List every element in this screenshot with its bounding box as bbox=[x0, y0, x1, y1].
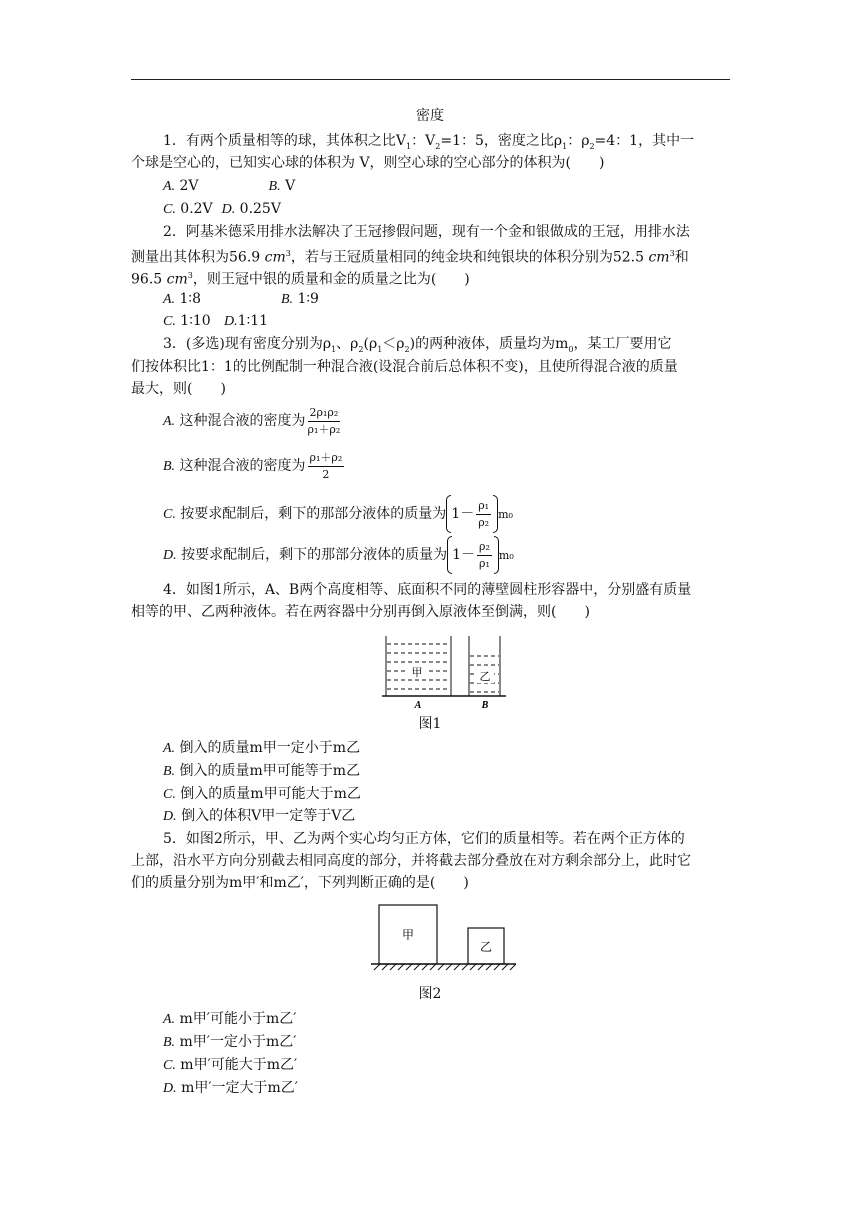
q3-line3: 最大，则( ) bbox=[131, 381, 226, 397]
figure-2-caption: 图2 bbox=[418, 986, 442, 1002]
page-title: 密度 bbox=[416, 108, 444, 124]
q2-line3: 96.5 $cm^3$，则王冠中银的质量和金的质量之比为( ) bbox=[131, 271, 470, 288]
q2-line2: 测量出其体积为56.9 $cm^3$，若与王冠质量相同的纯金块和纯银块的体积分别为52.5 $cm^3$和 bbox=[131, 249, 689, 266]
q4-line2: 相等的甲、乙两种液体。若在两容器中分别再倒入原液体至倒满，则( ) bbox=[131, 604, 590, 620]
q1-line1: 1．有两个质量相等的球，其体积之比$V_1$：$V_2=1$：5，密度之比$\rho_1$：$\rho_2=4$：1，其中一 bbox=[163, 133, 695, 151]
q4-line1: 4．如图1所示，A、B两个高度相等、底面积不同的薄壁圆柱形容器中，分别盛有质量 bbox=[163, 582, 692, 598]
q2-options-cd: C. 1∶10 D.1∶11 bbox=[163, 313, 269, 329]
q5-option-d: D. m甲′一定大于m乙′ bbox=[163, 1080, 298, 1096]
q5-line3: 们的质量分别为m甲′和m乙′，下列判断正确的是( ) bbox=[131, 875, 469, 891]
q4-option-d: D. 倒入的体积V甲一定等于V乙 bbox=[163, 808, 356, 824]
q5-line1: 5．如图2所示，甲、乙为两个实心均匀正方体，它们的质量相等。若在两个正方体的 bbox=[163, 831, 685, 847]
fraction: $\frac{\text{2ρ₁ρ₂}}{\text{ρ₁＋ρ₂}}$ bbox=[307, 405, 341, 436]
q1-options-cd: C. 0.2V D. 0.25V bbox=[163, 201, 281, 217]
fig1-label-b: B bbox=[481, 700, 489, 710]
q4-option-b: B. 倒入的质量m甲可能等于m乙 bbox=[163, 763, 361, 779]
q3-line1: 3．(多选)现有密度分别为$\rho_1$、$\rho_2(\rho_1<\rho_2)$的两种液体，质量均为$m_0$，某工厂要用它 bbox=[163, 336, 672, 354]
fig1-label-jia: 甲 bbox=[411, 666, 423, 679]
q2-line1: 2．阿基米德采用排水法解决了王冠掺假问题，现有一个金和银做成的王冠，用排水法 bbox=[163, 224, 690, 240]
q2-options-ab: A. 1∶8 B. 1∶9 bbox=[163, 291, 319, 307]
q5-option-b: B. m甲′一定小于m乙′ bbox=[163, 1034, 297, 1050]
q4-option-a: A. 倒入的质量m甲一定小于m乙 bbox=[163, 740, 361, 756]
header-rule bbox=[131, 79, 730, 80]
fraction: $\frac{\text{ρ₁＋ρ₂}}{2}$ bbox=[309, 450, 343, 481]
fraction: $\frac{\text{ρ₁}}{\text{ρ₂}}$ bbox=[478, 498, 490, 529]
q3-line2: 们按体积比1：1的比例配制一种混合液(设混合前后总体积不变)，且使所得混合液的质量 bbox=[131, 359, 678, 375]
q5-line2: 上部，沿水平方向分别截去相同高度的部分，并将截去部分叠放在对方剩余部分上，此时它 bbox=[131, 853, 691, 869]
q1-options-ab: A. 2V B. V bbox=[163, 178, 296, 194]
q3-option-a: A. 这种混合液的密度为 $\frac{\text{2ρ₁ρ₂}}{\text{ρ₁＋ρ₂}}$ bbox=[163, 405, 341, 436]
figure-1-caption: 图1 bbox=[418, 716, 442, 732]
q4-option-c: C. 倒入的质量m甲可能大于m乙 bbox=[163, 786, 361, 802]
q5-option-a: A. m甲′可能小于m乙′ bbox=[163, 1011, 297, 1027]
q3-option-c: C. 按要求配制后，剩下的那部分液体的质量为 1－ $\frac{\text{ρ₁}}{\text{ρ₂}}$ m₀ bbox=[163, 494, 513, 535]
fig1-label-a: A bbox=[414, 700, 422, 710]
q1-line2: 个球是空心的，已知实心球的体积为 V，则空心球的空心部分的体积为( ) bbox=[131, 155, 605, 171]
q5-option-c: C. m甲′可能大于m乙′ bbox=[163, 1057, 298, 1073]
fig2-label-jia: 甲 bbox=[401, 928, 415, 942]
q3-option-b: B. 这种混合液的密度为 $\frac{\text{ρ₁＋ρ₂}}{2}$ bbox=[163, 450, 343, 481]
figure-1-containers bbox=[378, 632, 510, 710]
fraction: $\frac{\text{ρ₂}}{\text{ρ₁}}$ bbox=[479, 539, 490, 570]
fig2-label-yi: 乙 bbox=[479, 940, 493, 954]
q3-option-d: D. 按要求配制后，剩下的那部分液体的质量为 1－ $\frac{\text{ρ₂}}{\text{ρ₁}}$ m₀ bbox=[163, 535, 514, 576]
figure-2-cubes bbox=[368, 900, 518, 976]
fig1-label-yi: 乙 bbox=[479, 670, 491, 683]
